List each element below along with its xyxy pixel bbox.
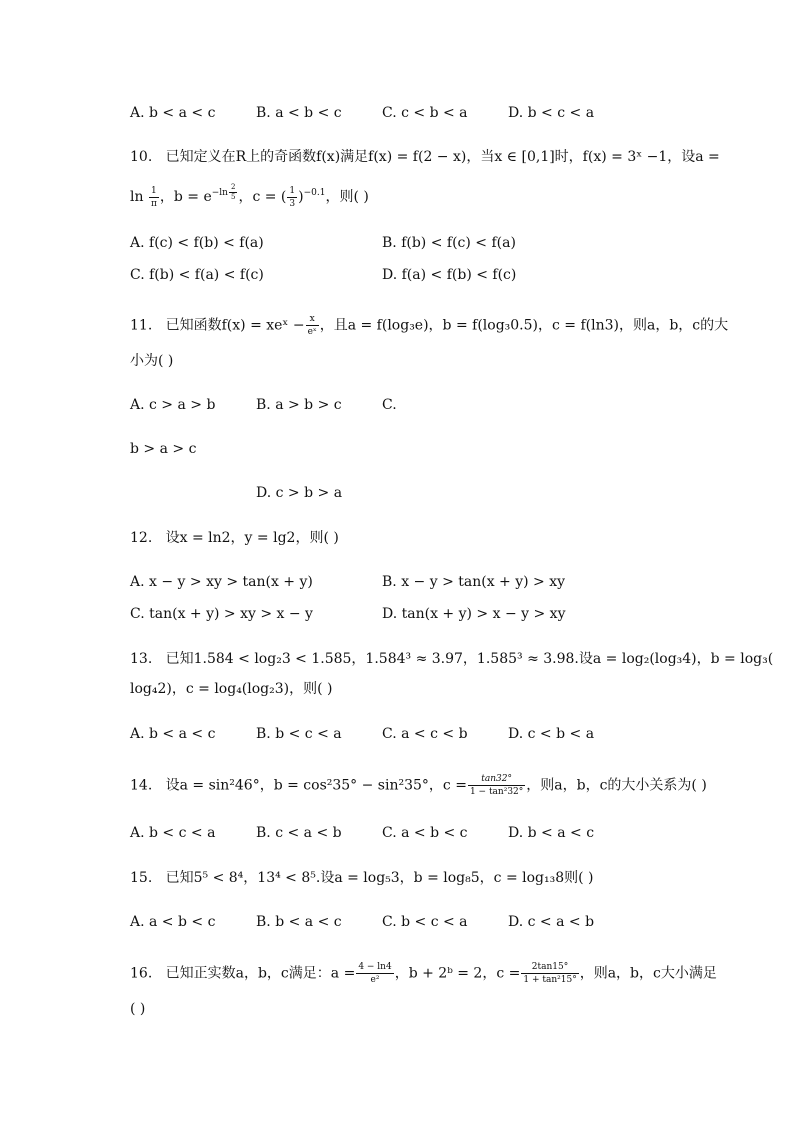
q10-stem-line2 [130, 184, 369, 209]
q11-number: 11. [130, 317, 153, 334]
q12-option-b[interactable]: B. x − y > tan(x + y) > xy [382, 574, 566, 590]
q13-option-b[interactable]: B. b < c < a [256, 726, 342, 742]
q15-option-c[interactable]: C. b < c < a [382, 914, 468, 930]
q10-option-b[interactable]: B. f(b) < f(c) < f(a) [382, 235, 516, 251]
q14-option-d[interactable]: D. b < a < c [508, 825, 595, 841]
q13-stem-line2: log₄2)，c = log₄(log₂3)，则( ) [130, 681, 333, 697]
q16-frac-c: $\frac{2\tan 15^\circ}{\text{1 + tan²15°}}$ [523, 962, 577, 985]
q10-b-text: ，b = e [159, 189, 212, 205]
q14-option-a[interactable]: A. b < c < a [130, 825, 216, 841]
q10-option-d[interactable]: D. f(a) < f(b) < f(c) [382, 267, 517, 283]
q10-stem-line1 [130, 147, 720, 167]
q13-option-c[interactable]: C. a < c < b [382, 726, 468, 742]
q11-part2: ，且a = f(log₃e)，b = f(log₃0.5)，c = f(ln3)，则a，b，c的大 [319, 317, 729, 334]
q15-option-d[interactable]: D. c < a < b [508, 914, 595, 930]
q11-option-c[interactable]: C. [382, 397, 397, 413]
q14-option-b[interactable]: B. c < a < b [256, 825, 342, 841]
q15-number: 15. [130, 870, 153, 886]
q14-option-c[interactable]: C. a < b < c [382, 825, 468, 841]
q14-part1: 设a = sin²46°，b = cos²35° − sin²35°，c = [165, 777, 467, 794]
q12-option-d[interactable]: D. tan(x + y) > x − y > xy [382, 606, 566, 622]
q9-option-a[interactable]: A. b < a < c [130, 105, 216, 121]
q9-option-d[interactable]: D. b < c < a [508, 105, 595, 121]
q13-stem-line1 [130, 649, 773, 669]
q10-option-c[interactable]: C. f(b) < f(a) < f(c) [130, 267, 264, 283]
q10-text: 已知定义在R上的奇函数f(x)满足f(x) = f(2 − x)，当x ∈ [0,1]时，f(x) = 3ˣ −1，设a = [165, 149, 720, 165]
q11-stem-line1 [130, 314, 728, 337]
q10-ending: ，则( ) [325, 189, 369, 205]
q13-option-a[interactable]: A. b < a < c [130, 726, 216, 742]
q15-option-b[interactable]: B. b < a < c [256, 914, 342, 930]
q16-part1: 已知正实数a，b，c满足：a = [165, 965, 356, 982]
q11-option-c-cont[interactable]: b > a > c [130, 441, 197, 457]
q11-option-d[interactable]: D. c > b > a [256, 485, 343, 501]
q14-frac: $\frac{\tan 32^\circ}{\text{1 − tan²32°}}$ [469, 774, 524, 797]
q10-c-text: ，c = ( [238, 189, 287, 205]
q12-option-c[interactable]: C. tan(x + y) > xy > x − y [130, 606, 313, 622]
q16-number: 16. [130, 965, 153, 982]
q11-part1: 已知函数f(x) = xeˣ − [165, 317, 305, 334]
q12-number: 12. [130, 530, 153, 546]
q10-b-exp: −ln [211, 188, 228, 198]
q16-frac-a: $\frac{4 - \ln 4}{\text{e²}}$ [358, 962, 392, 985]
q12-text: 设x = ln2，y = lg2，则( ) [165, 530, 339, 546]
q13-option-d[interactable]: D. c < b < a [508, 726, 595, 742]
q10-c-exp: −0.1 [303, 188, 326, 198]
q10-number: 10. [130, 149, 153, 165]
q13-number: 13. [130, 651, 153, 667]
q15-stem [130, 868, 594, 888]
q10-c-close: ) [298, 189, 304, 205]
q9-option-c[interactable]: C. c < b < a [382, 105, 468, 121]
q10-c-frac: $\frac{1}{3}$ [289, 185, 296, 209]
q9-option-b[interactable]: B. a < b < c [256, 105, 342, 121]
q16-stem-line1 [130, 962, 717, 985]
q15-option-a[interactable]: A. a < b < c [130, 914, 216, 930]
q14-number: 14. [130, 777, 153, 794]
q10-option-a[interactable]: A. f(c) < f(b) < f(a) [130, 235, 264, 251]
q16-part3: ，则a，b，c大小满足 [579, 965, 717, 982]
q12-stem [130, 528, 339, 548]
q10-ln: ln [130, 189, 144, 205]
q12-option-a[interactable]: A. x − y > xy > tan(x + y) [130, 574, 313, 590]
q11-stem-line2: 小为( ) [130, 353, 174, 369]
q14-part2: ，则a，b，c的大小关系为( ) [526, 777, 707, 794]
q10-frac-a: $\frac{1}{\pi}$ [150, 185, 157, 209]
q11-option-b[interactable]: B. a > b > c [256, 397, 342, 413]
q11-frac: $\frac{x}{\text{eˣ}}$ [307, 314, 317, 337]
q14-stem [130, 774, 707, 797]
q13-text: 已知1.584 < log₂3 < 1.585，1.584³ ≈ 3.97，1.585³ ≈ 3.98.设a = log₂(log₃4)，b = log₃( [165, 651, 774, 667]
q16-part2: ，b + 2ᵇ = 2，c = [394, 965, 521, 982]
q15-text: 已知5⁵ < 8⁴，13⁴ < 8⁵.设a = log₅3，b = log₈5，c = log₁₃8则( ) [165, 870, 594, 886]
q10-b-exp-frac: $\frac{2}{5}$ [230, 183, 236, 201]
q16-stem-line2: ( ) [130, 1001, 146, 1017]
q11-option-a[interactable]: A. c > a > b [130, 397, 216, 413]
